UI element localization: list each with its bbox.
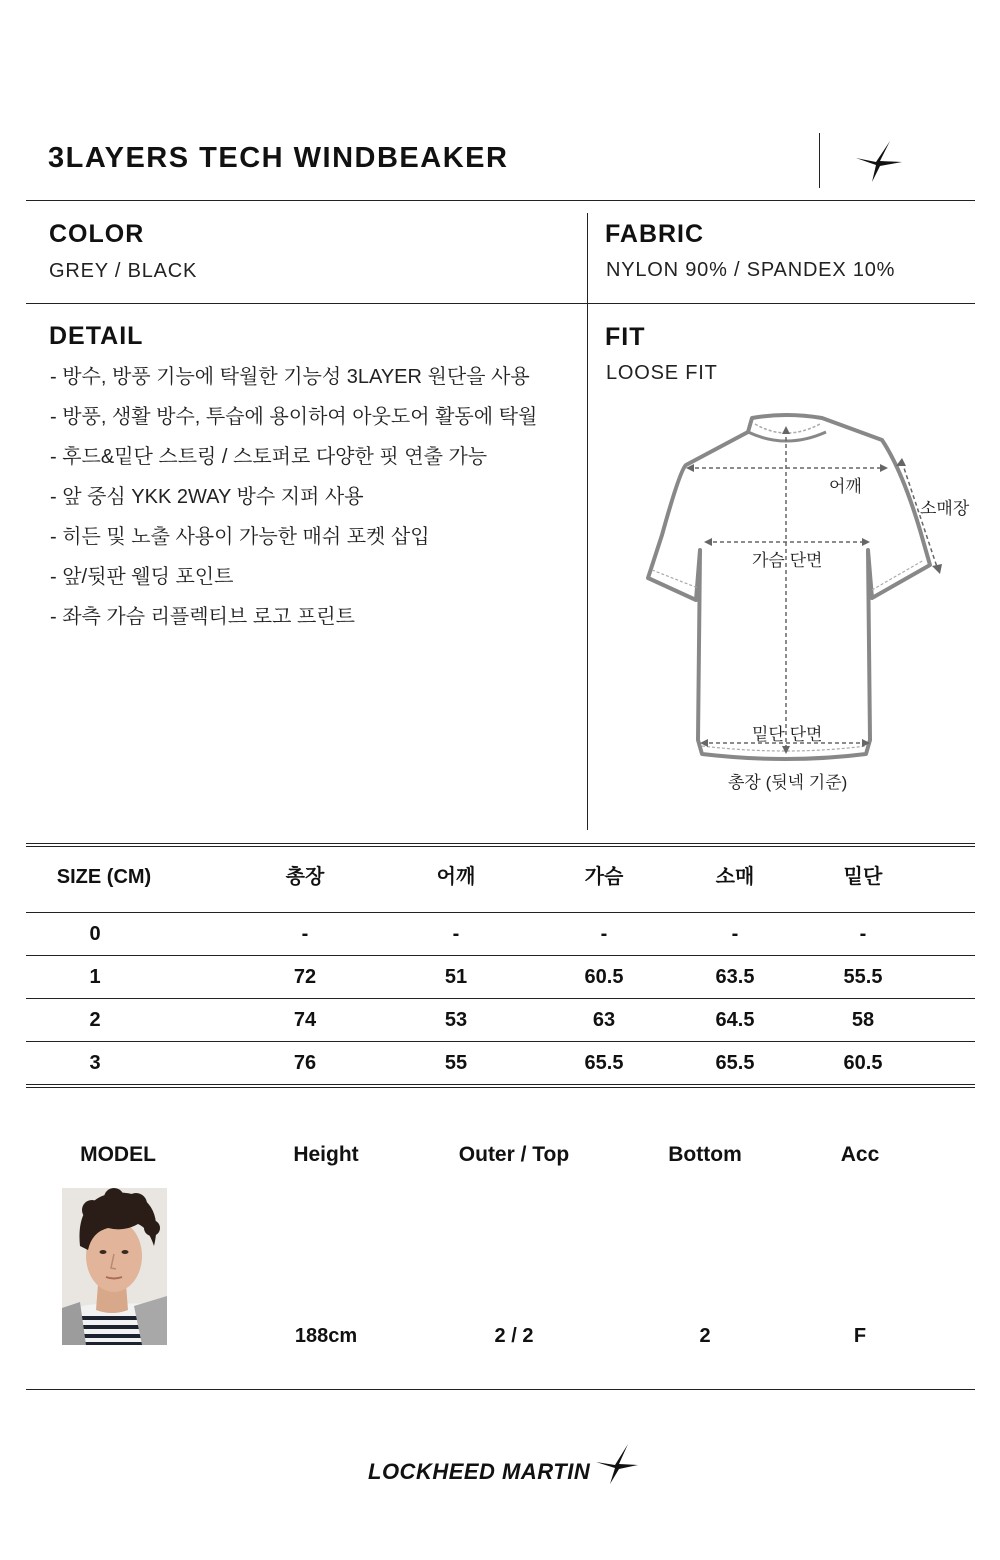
divider-mid (26, 303, 975, 304)
header-divider (819, 133, 820, 188)
table-cell: 58 (851, 1009, 875, 1031)
model-height-value: 188cm (294, 1325, 358, 1347)
color-label: COLOR (49, 220, 145, 248)
detail-item: - 앞/뒷판 웰딩 포인트 (50, 562, 537, 602)
fit-value: LOOSE FIT (606, 362, 718, 384)
table-row-divider (26, 955, 975, 956)
table-cell: 60.5 (843, 1052, 883, 1074)
table-cell: 53 (444, 1009, 468, 1031)
table-cell: 63.5 (715, 966, 755, 988)
detail-item: - 방수, 방풍 기능에 탁월한 기능성 3LAYER 원단을 사용 (50, 362, 537, 402)
diagram-label-sleeve: 소매장 (920, 499, 970, 518)
model-bottom-value: 2 (699, 1325, 711, 1347)
diagram-label-hem: 밑단 단면 (752, 725, 823, 744)
detail-item: - 좌측 가슴 리플렉티브 로고 프린트 (50, 602, 537, 642)
table-cell: - (600, 923, 608, 945)
table-cell: 0 (89, 923, 101, 945)
size-table-header (26, 856, 975, 899)
detail-label: DETAIL (49, 322, 144, 350)
detail-item: - 앞 중심 YKK 2WAY 방수 지퍼 사용 (50, 482, 537, 522)
brand-logo-text: LOCKHEED MARTIN (368, 1459, 591, 1484)
table-cell: 63 (592, 1009, 616, 1031)
table-cell: 55.5 (843, 966, 883, 988)
model-acc-value: F (853, 1325, 867, 1347)
table-row-divider (26, 1041, 975, 1042)
column-divider (587, 213, 588, 830)
table-cell: 74 (293, 1009, 317, 1031)
table-row (26, 956, 975, 999)
model-photo (62, 1188, 167, 1345)
star-logo-icon (850, 138, 906, 184)
model-header: MODEL (80, 1143, 156, 1166)
star-logo-icon (592, 1442, 640, 1486)
table-cell: - (452, 923, 460, 945)
header-cell: 총장 (285, 866, 325, 888)
table-cell: 1 (89, 966, 101, 988)
fit-label: FIT (605, 323, 646, 351)
model-header-outer-top: Outer / Top (458, 1143, 570, 1166)
header-cell: SIZE (CM) (56, 866, 152, 888)
table-cell: - (731, 923, 739, 945)
table-cell: 51 (444, 966, 468, 988)
table-row (26, 1042, 975, 1085)
model-header-bottom: Bottom (668, 1143, 742, 1166)
table-border-top-1 (26, 843, 975, 844)
product-title: 3LAYERS TECH WINDBEAKER (48, 142, 509, 174)
model-header-height: Height (293, 1143, 359, 1166)
table-cell: 2 (89, 1009, 101, 1031)
table-row-divider (26, 998, 975, 999)
divider-bottom (26, 1389, 975, 1390)
table-border-bottom-2 (26, 1087, 975, 1088)
header-cell: 가슴 (584, 866, 624, 888)
detail-list (50, 362, 537, 642)
table-cell: 65.5 (584, 1052, 624, 1074)
detail-item: - 히든 및 노출 사용이 가능한 매쉬 포켓 삽입 (50, 522, 537, 562)
header-cell: 밑단 (843, 866, 883, 888)
table-cell: 3 (89, 1052, 101, 1074)
model-header-acc: Acc (840, 1143, 880, 1166)
table-cell: 72 (293, 966, 317, 988)
table-cell: - (859, 923, 867, 945)
table-cell: 55 (444, 1052, 468, 1074)
table-cell: 60.5 (584, 966, 624, 988)
fabric-label: FABRIC (605, 220, 705, 248)
table-row (26, 913, 975, 956)
diagram-label-shoulder: 어깨 (829, 477, 862, 496)
table-border-bottom-1 (26, 1084, 975, 1085)
diagram-label-chest: 가슴 단면 (752, 551, 823, 570)
table-cell: 64.5 (715, 1009, 755, 1031)
fabric-value: NYLON 90% / SPANDEX 10% (606, 259, 896, 281)
color-value: GREY / BLACK (49, 260, 198, 282)
table-cell: 76 (293, 1052, 317, 1074)
detail-item: - 후드&밑단 스트링 / 스토퍼로 다양한 핏 연출 가능 (50, 442, 537, 482)
tshirt-diagram (640, 410, 970, 770)
table-row (26, 999, 975, 1042)
table-cell: - (301, 923, 309, 945)
table-border-top-2 (26, 846, 975, 847)
header-cell: 어깨 (436, 866, 476, 888)
model-outer-top-value: 2 / 2 (494, 1325, 534, 1347)
table-cell: 65.5 (715, 1052, 755, 1074)
divider-top (26, 200, 975, 201)
header-cell: 소매 (715, 866, 755, 888)
diagram-label-length: 총장 (뒷넥 기준) (728, 773, 848, 792)
table-row-divider (26, 912, 975, 913)
detail-item: - 방풍, 생활 방수, 투습에 용이하여 아웃도어 활동에 탁월 (50, 402, 537, 442)
